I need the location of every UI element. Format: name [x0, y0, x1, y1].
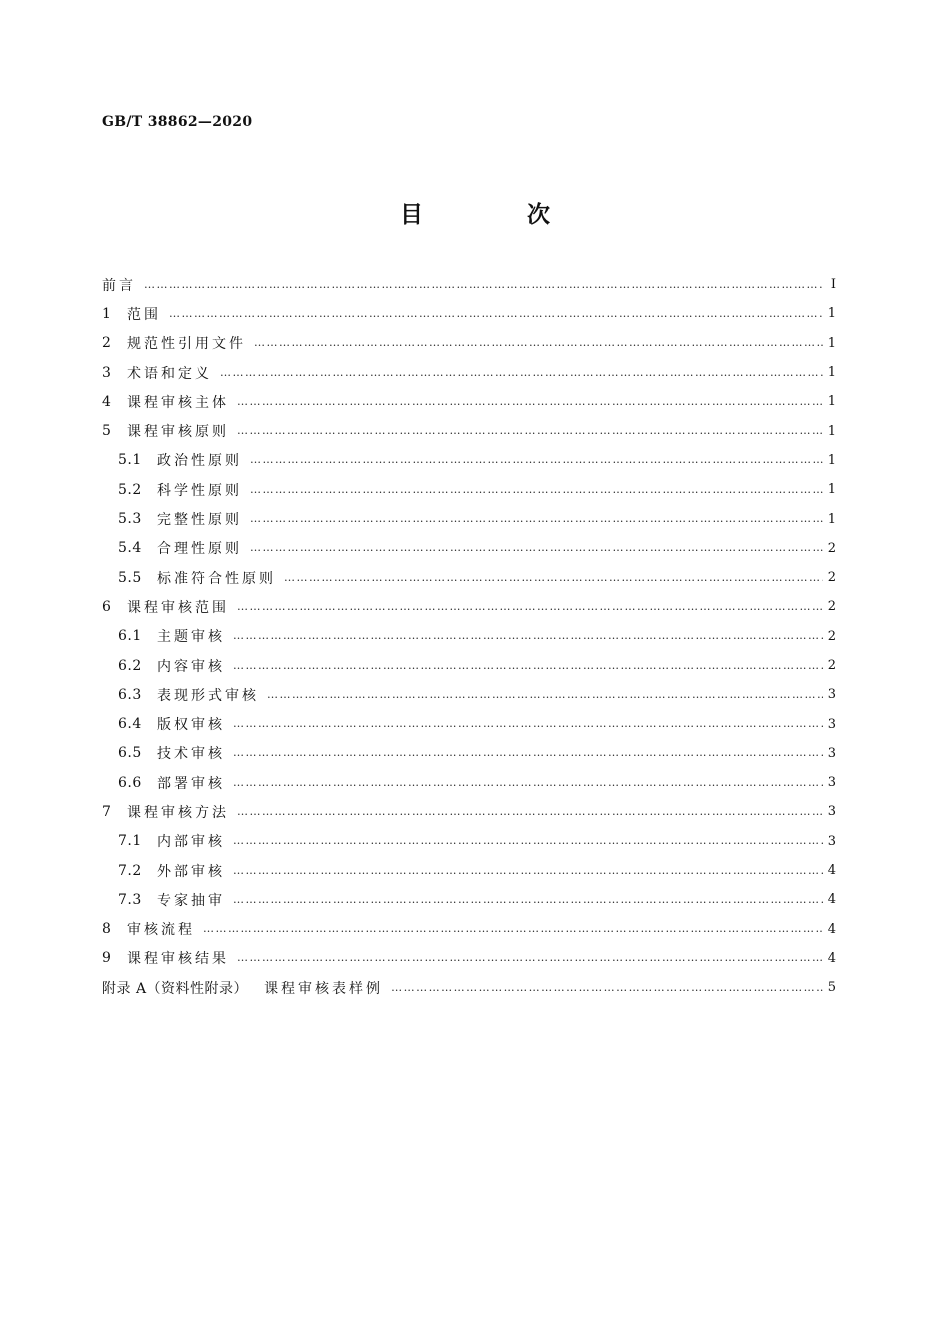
toc-entry-number: 7.3: [118, 891, 142, 908]
toc-leader-dots: [284, 570, 823, 586]
toc-entry-label: 课程审核方法: [127, 804, 229, 821]
toc-leader-dots: [203, 921, 823, 937]
toc-entry-number: 4: [102, 393, 112, 410]
toc-entry[interactable]: [102, 592, 836, 621]
toc-entry-label: 技术审核: [157, 746, 225, 763]
toc-entry-label: 课程审核结果: [127, 951, 229, 968]
toc-entry[interactable]: [102, 446, 836, 475]
toc-entry-page: 3: [827, 775, 836, 791]
toc-entry-number: 7: [102, 803, 112, 820]
toc-entry-page: 3: [827, 687, 836, 703]
toc-entry-number: 5: [102, 423, 112, 440]
toc-entry[interactable]: [102, 534, 836, 563]
toc-leader-dots: [250, 452, 823, 468]
toc-entry-number: 6.2: [118, 657, 142, 674]
document-code: GB/T 38862—2020: [102, 114, 253, 130]
toc-entry-label: 表现形式审核: [157, 687, 259, 704]
toc-leader-dots: [237, 804, 823, 820]
toc-entry[interactable]: [102, 739, 836, 768]
toc-entry-label: 政治性原则: [157, 453, 242, 470]
toc-entry[interactable]: [102, 299, 836, 328]
toc-leader-dots: [233, 863, 823, 879]
toc-entry-page: 3: [827, 833, 836, 849]
toc-entry-page: 3: [827, 745, 836, 761]
toc-entry-label: 课程审核原则: [127, 424, 229, 441]
toc-entry-page: 1: [827, 452, 836, 468]
toc-leader-dots: [237, 423, 823, 439]
toc-entry[interactable]: [102, 915, 836, 944]
toc-entry[interactable]: [102, 768, 836, 797]
toc-entry[interactable]: [102, 358, 836, 387]
toc-entry-label: 专家抽审: [157, 892, 225, 909]
toc-leader-dots: [233, 745, 823, 761]
toc-entry-page: 2: [827, 599, 836, 615]
toc-entry[interactable]: [102, 709, 836, 738]
toc-entry-label: 内部审核: [157, 834, 225, 851]
toc-entry-label: 课程审核范围: [127, 599, 229, 616]
toc-entry-page: 5: [827, 980, 836, 996]
toc-entry[interactable]: [102, 387, 836, 416]
toc-leader-dots: [391, 980, 823, 996]
toc-entry[interactable]: [102, 622, 836, 651]
toc-entry-number: 3: [102, 364, 112, 381]
toc-entry-number: 9: [102, 950, 112, 967]
toc-leader-dots: [237, 394, 823, 410]
toc-leader-dots: [254, 335, 823, 351]
toc-leader-dots: [233, 892, 823, 908]
toc-entry-number: 2: [102, 335, 112, 352]
toc-leader-dots: [144, 277, 823, 293]
toc-entry-number: 6.4: [118, 716, 142, 733]
table-of-contents: [102, 270, 836, 1002]
toc-entry-label: 合理性原则: [157, 541, 242, 558]
toc-entry-label: 术语和定义: [127, 365, 212, 382]
toc-entry[interactable]: [102, 797, 836, 826]
toc-entry-label: 外部审核: [157, 863, 225, 880]
toc-entry-label: 主题审核: [157, 629, 225, 646]
toc-leader-dots: [233, 716, 823, 732]
toc-entry-page: 3: [827, 716, 836, 732]
toc-entry-label: 科学性原则: [157, 482, 242, 499]
toc-entry-label: 规范性引用文件: [127, 336, 246, 353]
toc-entry[interactable]: [102, 827, 836, 856]
toc-entry-page: 1: [827, 365, 836, 381]
toc-entry-number: 5.5: [118, 569, 142, 586]
toc-entry-page: 4: [827, 892, 836, 908]
toc-entry-label: 部署审核: [157, 775, 225, 792]
toc-entry-page: 1: [827, 335, 836, 351]
toc-leader-dots: [250, 482, 823, 498]
toc-leader-dots: [250, 511, 823, 527]
toc-entry-page: 2: [827, 540, 836, 556]
toc-title: 目 次: [399, 202, 598, 228]
toc-entry[interactable]: [102, 680, 836, 709]
toc-leader-dots: [220, 365, 823, 381]
toc-entry-number: 5.2: [118, 481, 142, 498]
toc-entry[interactable]: [102, 944, 836, 973]
toc-entry-page: 2: [827, 658, 836, 673]
toc-entry-label: 内容审核: [157, 658, 225, 675]
toc-entry[interactable]: [102, 885, 836, 914]
toc-leader-dots: [233, 658, 823, 674]
toc-entry-number: 5.3: [118, 511, 142, 528]
toc-entry-page: 1: [827, 306, 836, 322]
toc-entry-page: 2: [827, 570, 836, 586]
toc-entry-page: 1: [827, 394, 836, 410]
toc-entry-number: 附录 A（资料性附录）: [102, 980, 249, 997]
toc-entry-page: 2: [827, 628, 836, 644]
toc-entry-page: 1: [827, 511, 836, 527]
toc-entry-number: 6.6: [118, 774, 142, 791]
toc-entry-page: 4: [827, 863, 836, 879]
toc-entry-page: 1: [827, 482, 836, 498]
toc-entry-number: 6.3: [118, 686, 142, 703]
toc-entry-label: 版权审核: [157, 717, 225, 734]
toc-entry-label: 课程审核表样例: [264, 980, 384, 997]
toc-entry-number: 5.1: [118, 452, 142, 469]
toc-entry-page: 3: [827, 804, 836, 820]
toc-entry[interactable]: [102, 856, 836, 885]
toc-leader-dots: [233, 833, 823, 849]
toc-entry-number: 7.1: [118, 833, 142, 850]
toc-entry-number: 7.2: [118, 862, 142, 879]
toc-entry[interactable]: [102, 973, 836, 1002]
toc-entry-number: 5.4: [118, 540, 142, 557]
toc-entry[interactable]: [102, 329, 836, 358]
toc-leader-dots: [233, 628, 823, 644]
toc-entry[interactable]: [102, 475, 836, 504]
toc-entry[interactable]: [102, 270, 836, 299]
toc-entry-label: 课程审核主体: [127, 394, 229, 411]
toc-entry-page: 4: [827, 921, 836, 937]
toc-entry-number: 8: [102, 921, 112, 938]
toc-entry-number: 6.1: [118, 628, 142, 645]
toc-entry-label: 完整性原则: [157, 512, 242, 529]
toc-leader-dots: [237, 599, 823, 615]
toc-entry-number: 1: [102, 305, 112, 322]
toc-entry[interactable]: [102, 651, 836, 680]
toc-leader-dots: [233, 775, 823, 791]
toc-entry[interactable]: [102, 563, 836, 592]
toc-entry[interactable]: [102, 416, 836, 445]
toc-entry-label: 审核流程: [127, 922, 195, 939]
toc-entry-page: Ⅰ: [830, 277, 836, 293]
toc-leader-dots: [237, 950, 823, 966]
toc-entry-label: 标准符合性原则: [157, 570, 276, 587]
toc-entry-label: 前言: [102, 277, 136, 294]
toc-entry-label: 范围: [127, 306, 161, 323]
toc-entry-page: 1: [827, 423, 836, 439]
toc-leader-dots: [267, 687, 823, 703]
toc-entry[interactable]: [102, 504, 836, 533]
toc-entry-number: 6: [102, 598, 112, 615]
toc-entry-number: 6.5: [118, 745, 142, 762]
toc-leader-dots: [250, 540, 823, 556]
toc-entry-page: 4: [827, 950, 836, 966]
toc-leader-dots: [169, 306, 823, 322]
